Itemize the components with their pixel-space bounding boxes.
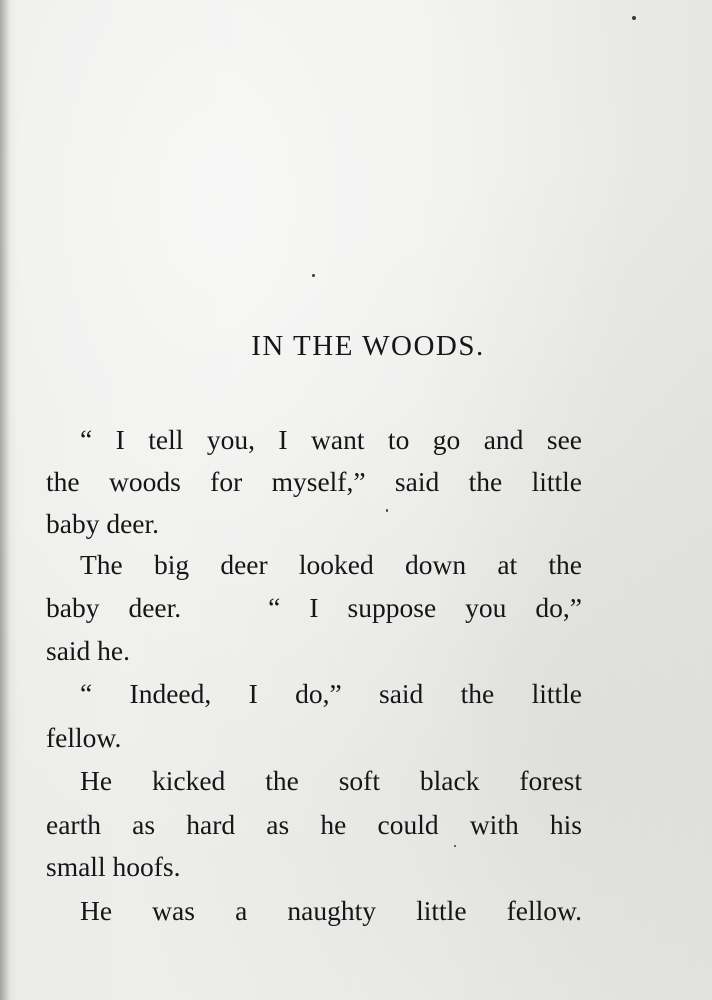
chapter-title: IN THE WOODS.	[251, 330, 485, 362]
text-line-6: said he.	[46, 635, 131, 666]
text-line-10: earth as hard as he could with his	[46, 809, 582, 840]
text-line-2: the woods for myself,” said the little	[46, 466, 582, 497]
text-line-5: baby deer. “ I suppose you do,”	[46, 592, 582, 623]
paper-speck	[632, 16, 636, 20]
text-line-3: baby deer.	[46, 508, 160, 539]
paper-speck	[454, 845, 456, 847]
text-line-12: He was a naughty little fellow.	[80, 895, 582, 926]
text-line-1: “ I tell you, I want to go and see	[80, 424, 582, 455]
text-line-8: fellow.	[46, 722, 122, 753]
text-line-11: small hoofs.	[46, 851, 181, 882]
spine-shadow	[0, 0, 10, 1000]
text-line-4: The big deer looked down at the	[80, 549, 582, 580]
text-line-9: He kicked the soft black forest	[80, 765, 582, 796]
text-line-7: “ Indeed, I do,” said the little	[80, 678, 582, 709]
paper-speck	[312, 274, 315, 277]
